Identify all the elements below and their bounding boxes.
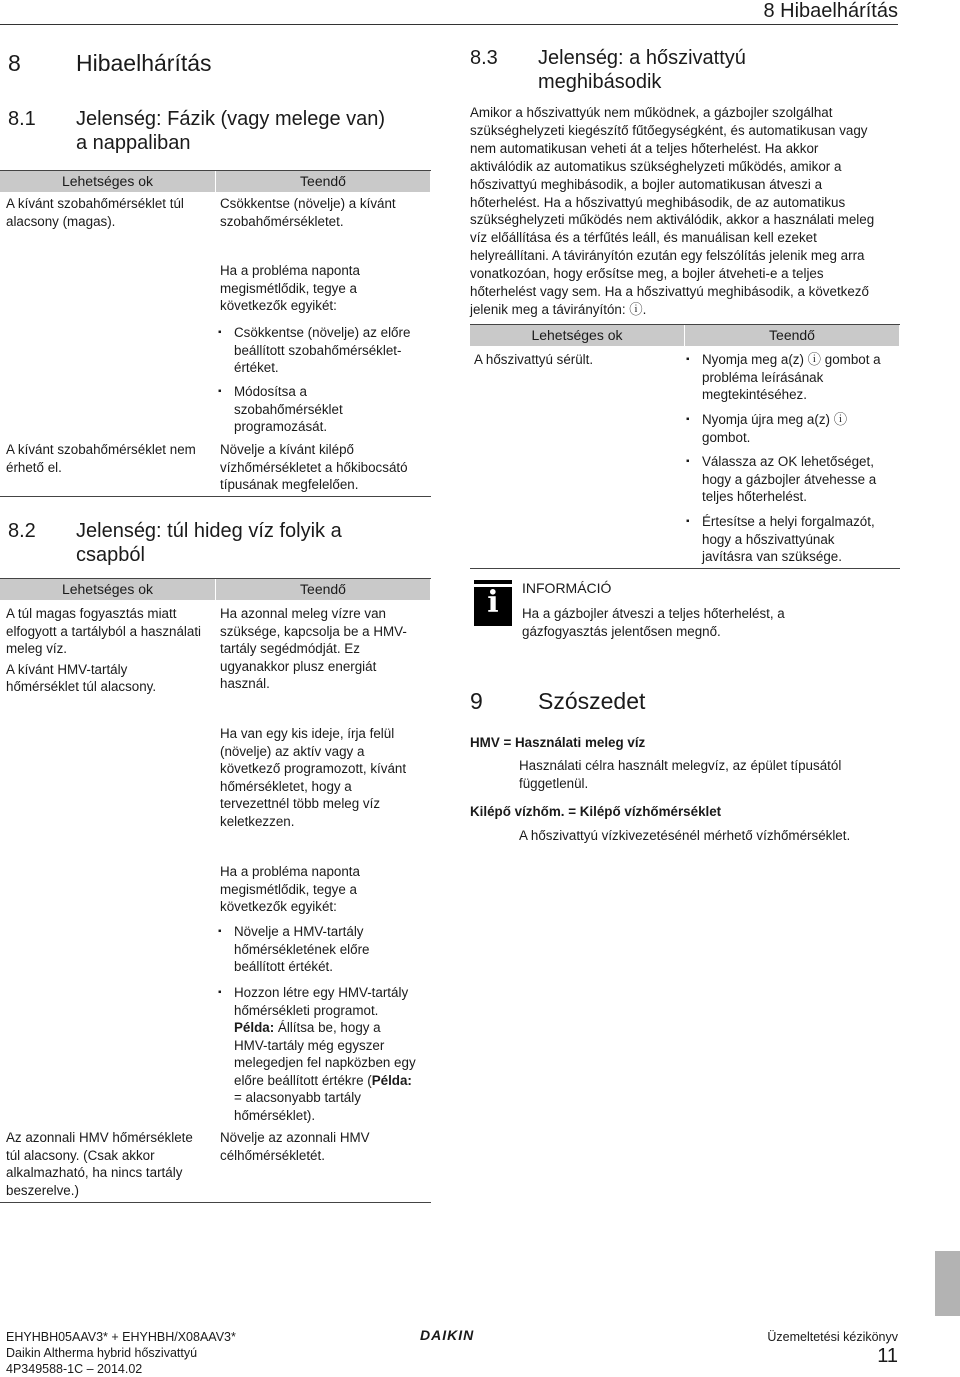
cause-cell: Az azonnali HMV hőmérséklete túl alacsony. (Csak akkor alkalmazható, ha nincs tartály beszerelve.): [6, 1130, 193, 1198]
info-icon: i: [474, 580, 512, 626]
section-8-2-heading: [8, 519, 428, 569]
section-title: Jelenség: Fázik (vagy melege van): [76, 108, 386, 130]
page-number: 11: [877, 1345, 898, 1367]
table-header-cause: Lehetséges ok: [0, 579, 216, 600]
list-item: ▪ Hozzon létre egy HMV-tartály hőmérsékleti programot. Példa: Állítsa be, hogy a HMV-tartály még egyszer melegedjen fel napközben egy előre beállított értékre (Példa: = alacsonyabb tartály hőmérséklet).: [234, 984, 428, 1124]
cause-cell: A kívánt szobahőmérséklet nem érhető el.: [6, 442, 196, 475]
list-item: ▪ Csökkentse (növelje) az előre beállított szobahőmérséklet- értéket.: [234, 324, 428, 377]
section-title: Jelenség: túl hideg víz folyik a: [76, 520, 342, 542]
list-item: ▪ Válassza az OK lehetőséget, hogy a gázbojler átvehesse a teljes hőterhelést.: [702, 453, 896, 506]
table-header-action: Teendő: [216, 171, 431, 192]
action-cell: Növelje az azonnali HMV célhőmérsékletét.: [220, 1130, 370, 1163]
action-cell: Növelje a kívánt kilépő vízhőmérsékletet a hőkibocsátó típusának megfelelően.: [220, 442, 408, 492]
table-header-action: Teendő: [216, 579, 431, 600]
glossary-definition: A hőszivattyú vízkivezetésénél mérhető vízhőmérséklet.: [519, 828, 851, 843]
table-header-action: Teendő: [685, 325, 900, 346]
section-title: Jelenség: a hőszivattyú: [538, 47, 746, 69]
section-8-3-heading: [470, 46, 900, 96]
glossary-term: HMV = Használati meleg víz: [470, 735, 646, 750]
section-number: 8: [8, 50, 21, 76]
action-cell: Ha a probléma naponta megismétlődik, tegye a következők egyikét:: [220, 864, 360, 914]
action-cell: Ha azonnal meleg vízre van szüksége, kapcsolja be a HMV- tartály segédmódját. Ez ugyanakkor plusz energiát használ.: [220, 606, 407, 691]
table-header-cause: Lehetséges ok: [470, 325, 685, 346]
header-rule: [0, 24, 898, 25]
cause-cell: A túl magas fogyasztás miatt elfogyott a tartályból a használati meleg víz. A kívánt HMV-tartály hőmérséklet túl alacsony.: [6, 606, 202, 694]
glossary-term: Kilépő vízhőm. = Kilépő vízhőmérséklet: [470, 804, 722, 819]
section-number: 8.2: [8, 520, 36, 542]
footer-left: EHYHBH05AAV3* + EHYHBH/X08AAV3* Daikin Altherma hybrid hőszivattyú 4P349588-1C – 2014.02: [6, 1330, 236, 1376]
section-number: 8.1: [8, 108, 36, 130]
table-8-3: [470, 324, 900, 569]
info-text: Ha a gázbojler átveszi a teljes hőterhelést, a gázfogyasztás jelentősen megnő.: [522, 606, 785, 639]
section-title-cont: csapból: [76, 544, 145, 566]
table-8-2: [0, 578, 431, 1203]
cause-cell: A hőszivattyú sérült.: [474, 352, 594, 367]
list-item: ▪ Értesítse a helyi forgalmazót, hogy a hőszivattyúnak javításra van szüksége.: [702, 513, 896, 566]
table-header-cause: Lehetséges ok: [0, 171, 216, 192]
list-item: ▪ Módosítsa a szobahőmérséklet programozását.: [234, 383, 428, 436]
list-item: ▪ Növelje a HMV-tartály hőmérsékletének előre beállított értékét.: [234, 923, 428, 976]
action-cell: Ha van egy kis ideje, írja felül (növelje) az aktív vagy a következő programozott, kívánt hőmérsékletet, hogy a tervezettnél több meleg víz keletkezzen.: [220, 726, 407, 829]
section-8-3-paragraph: Amikor a hőszivattyúk nem működnek, a gázbojler szolgálhat szükséghelyzeti kiegészítő fűtőegységként, és automatikusan vagy nem automatikusan veheti át a teljes hőterhelést. Ha akkor aktiválódik az automatikus szükséghelyzeti működés, amikor a hőszivattyú meghibásodik, a bojler automatikusan átveszi a hőterhelést. Ha a hőszivattyú meghibásodik, de az automatikus szükséghelyzeti működés nem aktiválódik, akkor a használati meleg víz előállítása és a térfűtés leáll, és manuálisan kell ezeket helyreállítani. A távirányítón ezután egy felszólítás jelenik meg arra vonatkozóan, hogy erősítse meg, a bojler átveheti-e a teljes hőterhelést vagy sem. Ha a hőszivattyú meghibásodik, a következő jelenik meg a távirányítón: ⓘ.: [470, 105, 875, 317]
action-cell: Csökkentse (növelje) a kívánt szobahőmérsékletet.: [220, 196, 396, 229]
section-8-heading: [8, 50, 212, 77]
list-item: ▪ Nyomja meg a(z) ⓘ gombot a probléma leírásának megtekintéséhez.: [702, 351, 896, 404]
section-number: 9: [470, 688, 483, 714]
table-8-1: [0, 170, 431, 497]
section-9-heading: [470, 688, 645, 715]
section-title: Szószedet: [538, 688, 646, 714]
action-cell: Ha a probléma naponta megismétlődik, tegye a következők egyikét:: [220, 263, 360, 313]
section-title-cont: a nappaliban: [76, 132, 191, 154]
info-title: INFORMÁCIÓ: [522, 580, 612, 596]
cause-cell: A kívánt szobahőmérséklet túl alacsony (magas).: [6, 196, 184, 229]
glossary-definition: Használati célra használt melegvíz, az épület típusától függetlenül.: [519, 758, 842, 791]
section-8-1-heading: [8, 107, 428, 157]
brand-logo: DAIKIN: [420, 1327, 475, 1343]
page-edge-tab: [935, 1251, 960, 1316]
running-header: 8 Hibaelhárítás: [763, 0, 898, 22]
list-item: ▪ Nyomja újra meg a(z) ⓘ gombot.: [702, 411, 896, 446]
section-title-cont: meghibásodik: [538, 71, 662, 93]
footer-manual: Üzemeltetési kézikönyv: [767, 1330, 898, 1344]
section-number: 8.3: [470, 47, 498, 69]
section-title: Hibaelhárítás: [76, 50, 212, 76]
